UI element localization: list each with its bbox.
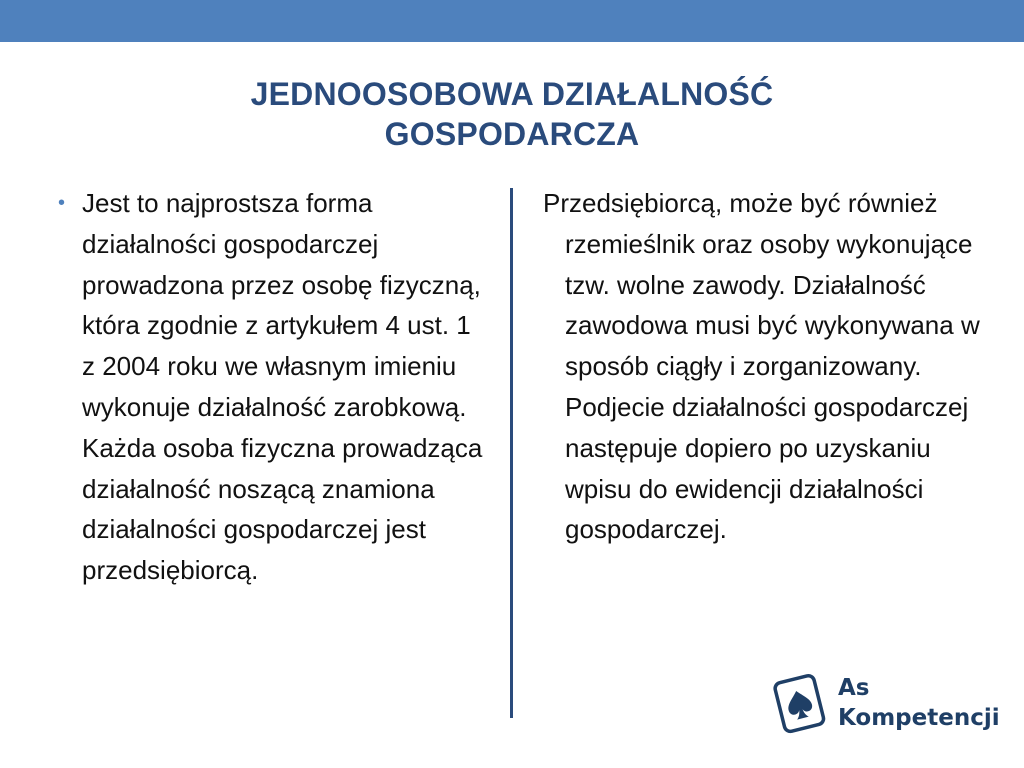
as-kompetencji-logo [766, 668, 1006, 746]
slide-title-line-2: GOSPODARCZA [384, 116, 640, 152]
slide-title-line-1: JEDNOOSOBOWA DZIAŁALNOŚĆ [250, 76, 774, 112]
slide-title [120, 74, 904, 154]
right-column [543, 183, 983, 550]
right-column-text: Przedsiębiorcą, może być również rzemieślnik oraz osoby wykonujące tzw. wolne zawody. Działalność zawodowa musi być wykonywana w sposób ciągły i zorganizowany. Podjecie działalności gospodarczej następuje dopiero po uzyskaniu wpisu do ewidencji działalności gospodarczej. [543, 188, 980, 545]
left-column-text: Jest to najprostsza forma działalności gospodarczej prowadzona przez osobę fizyczną, która zgodnie z artykułem 4 ust. 1 z 2004 roku we własnym imieniu wykonuje działalność zarobkową. Każda osoba fizyczna prowadząca działalność noszącą znamiona działalności gospodarczej jest przedsiębiorcą. [82, 188, 483, 586]
left-column [58, 183, 488, 591]
logo-word-as: As [838, 675, 870, 701]
spade-card-icon [766, 668, 838, 738]
top-accent-band [0, 0, 1024, 42]
column-divider [510, 188, 513, 718]
bullet-icon: • [58, 192, 66, 214]
logo-word-kompetencji: Kompetencji [838, 705, 1000, 731]
